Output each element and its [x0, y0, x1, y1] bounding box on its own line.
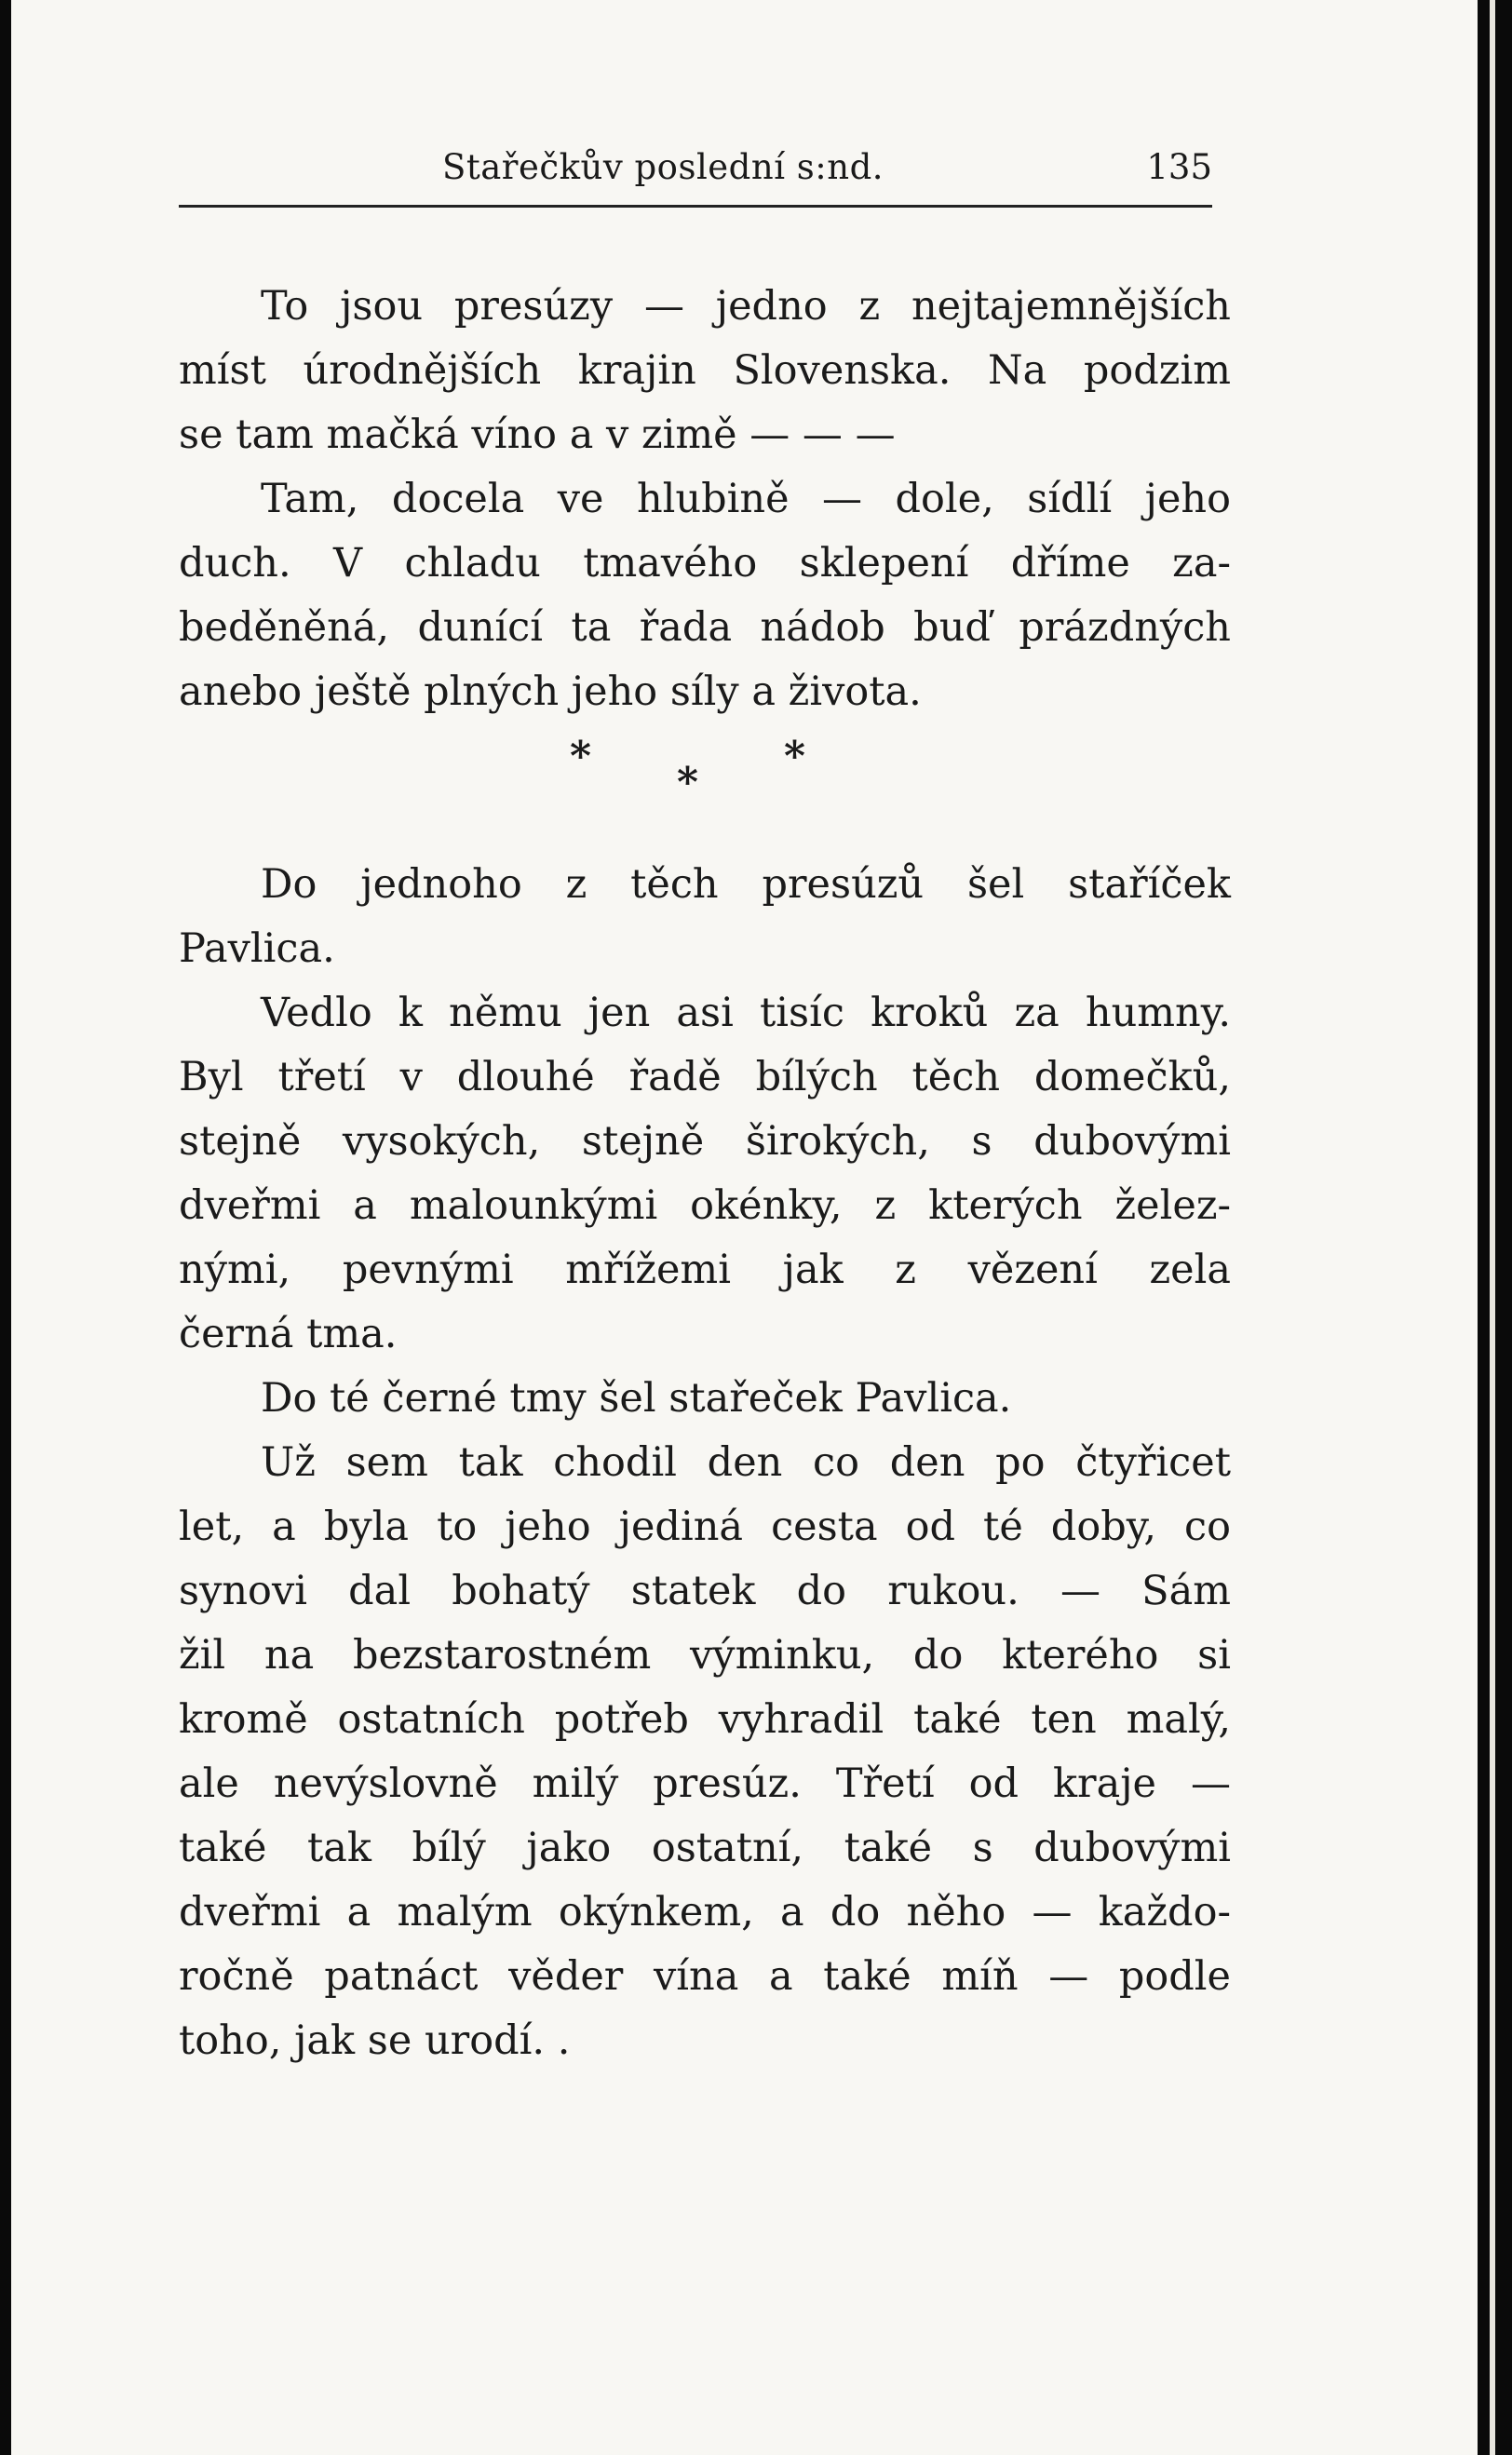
asterism-star: *	[784, 733, 806, 780]
text-line: Tam, docela ve hlubině — dole, sídlí jeho	[261, 476, 1231, 522]
asterism-star: *	[677, 759, 699, 806]
page-edge	[1490, 0, 1495, 2455]
asterism	[179, 724, 1231, 853]
page-number: 135	[1146, 147, 1212, 187]
text-line: synovi dal bohatý statek do rukou. — Sám	[179, 1568, 1231, 1614]
text-line: míst úrodnějších krajin Slovenska. Na podzim	[179, 347, 1231, 394]
text-line: Byl třetí v dlouhé řadě bílých těch domečků,	[179, 1054, 1231, 1100]
text-line: stejně vysokých, stejně širokých, s dubovými	[179, 1118, 1231, 1165]
text-line: dveřmi a malounkými okénky, z kterých želez-	[179, 1182, 1231, 1229]
text-line: nými, pevnými mřížemi jak z vězení zela	[179, 1247, 1231, 1293]
text-line: beděněná, dunící ta řada nádob buď prázdných	[179, 604, 1231, 651]
text-line: Vedlo k němu jen asi tisíc kroků za humny.	[261, 990, 1231, 1036]
text-line: černá tma.	[179, 1311, 398, 1357]
text-line: také tak bílý jako ostatní, také s dubovými	[179, 1825, 1231, 1871]
text-line: anebo ještě plných jeho síly a života.	[179, 668, 922, 715]
text-line: žil na bezstarostném výminku, do kterého si	[179, 1632, 1231, 1679]
header-rule	[179, 205, 1212, 208]
book-page	[11, 0, 1478, 2455]
page-header	[179, 147, 1212, 212]
text-line: dveřmi a malým okýnkem, a do něho — každo-	[179, 1889, 1231, 1936]
text-line: ročně patnáct věder vína a také míň — podle	[179, 1953, 1231, 2000]
text-line: let, a byla to jeho jediná cesta od té doby, co	[179, 1504, 1231, 1550]
text-line: Už sem tak chodil den co den po čtyřicet	[261, 1439, 1231, 1486]
running-title: Stařečkův poslední s:nd.	[442, 147, 884, 187]
body-text	[179, 275, 1231, 2073]
text-line: Do té černé tmy šel stařeček Pavlica.	[261, 1375, 1012, 1422]
text-line: duch. V chladu tmavého sklepení dříme za-	[179, 540, 1231, 587]
text-line: se tam mačká víno a v zimě — — —	[179, 411, 896, 458]
text-line: kromě ostatních potřeb vyhradil také ten malý,	[179, 1696, 1231, 1743]
text-line: To jsou presúzy — jedno z nejtajemnějších	[261, 283, 1231, 330]
text-line: Pavlica.	[179, 925, 335, 972]
asterism-star: *	[570, 733, 592, 780]
text-line: toho, jak se urodí. .	[179, 2017, 571, 2064]
text-line: Do jednoho z těch presúzů šel staříček	[261, 861, 1231, 908]
text-line: ale nevýslovně milý presúz. Třetí od kraje —	[179, 1760, 1231, 1807]
